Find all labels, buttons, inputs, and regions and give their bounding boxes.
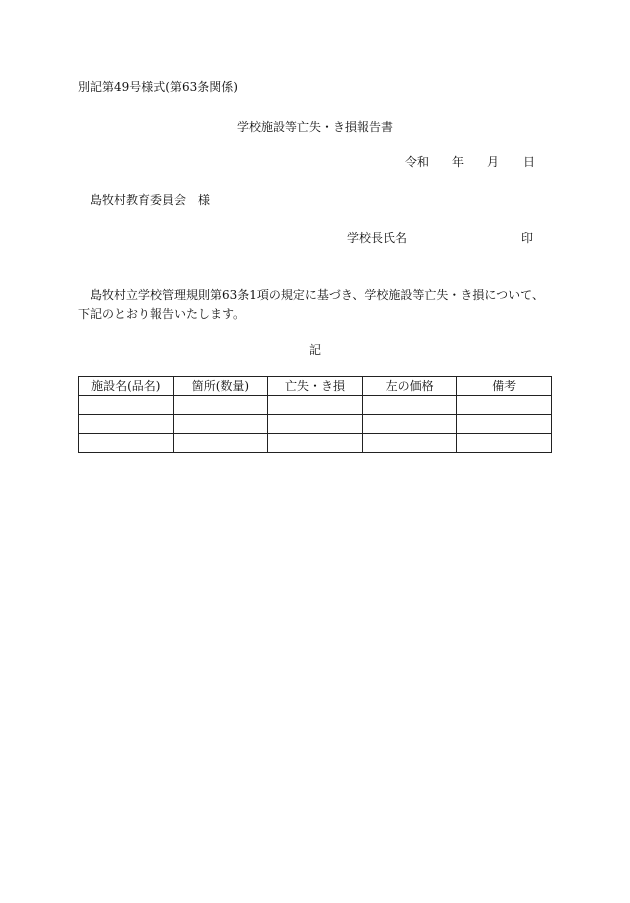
table-row: [79, 434, 552, 453]
column-header-remarks: 備考: [457, 377, 552, 396]
table-cell[interactable]: [457, 396, 552, 415]
column-header-location: 箇所(数量): [173, 377, 268, 396]
column-header-price: 左の価格: [362, 377, 457, 396]
table-cell[interactable]: [173, 396, 268, 415]
table-row: [79, 415, 552, 434]
seal-mark: 印: [521, 231, 534, 245]
table-cell[interactable]: [362, 415, 457, 434]
table-cell[interactable]: [457, 415, 552, 434]
form-reference: 別記第49号様式(第63条関係): [78, 80, 238, 94]
table-cell[interactable]: [457, 434, 552, 453]
table-cell[interactable]: [362, 396, 457, 415]
table-cell[interactable]: [362, 434, 457, 453]
table-header-row: [79, 377, 552, 396]
date-day-label: 日: [523, 155, 536, 169]
column-header-loss-damage: 亡失・き損: [268, 377, 363, 396]
table-cell[interactable]: [79, 434, 174, 453]
date-month-label: 月: [487, 155, 500, 169]
table-cell[interactable]: [79, 415, 174, 434]
document-title: 学校施設等亡失・き損報告書: [236, 120, 393, 134]
date-era: 令和: [405, 155, 430, 169]
table-cell[interactable]: [268, 396, 363, 415]
addressee: 島牧村教育委員会 様: [90, 193, 211, 207]
date-year-label: 年: [452, 155, 465, 169]
table-cell[interactable]: [268, 434, 363, 453]
principal-name-label: 学校長氏名: [347, 231, 408, 245]
table-row: [79, 396, 552, 415]
table-cell[interactable]: [79, 396, 174, 415]
items-table: [78, 376, 552, 453]
ki-heading: 記: [308, 343, 321, 357]
column-header-facility-name: 施設名(品名): [79, 377, 174, 396]
table-cell[interactable]: [268, 415, 363, 434]
body-paragraph: 島牧村立学校管理規則第63条1項の規定に基づき、学校施設等亡失・き損について、下記のとおり報告いたします。: [78, 288, 544, 321]
table-cell[interactable]: [173, 434, 268, 453]
table-cell[interactable]: [173, 415, 268, 434]
